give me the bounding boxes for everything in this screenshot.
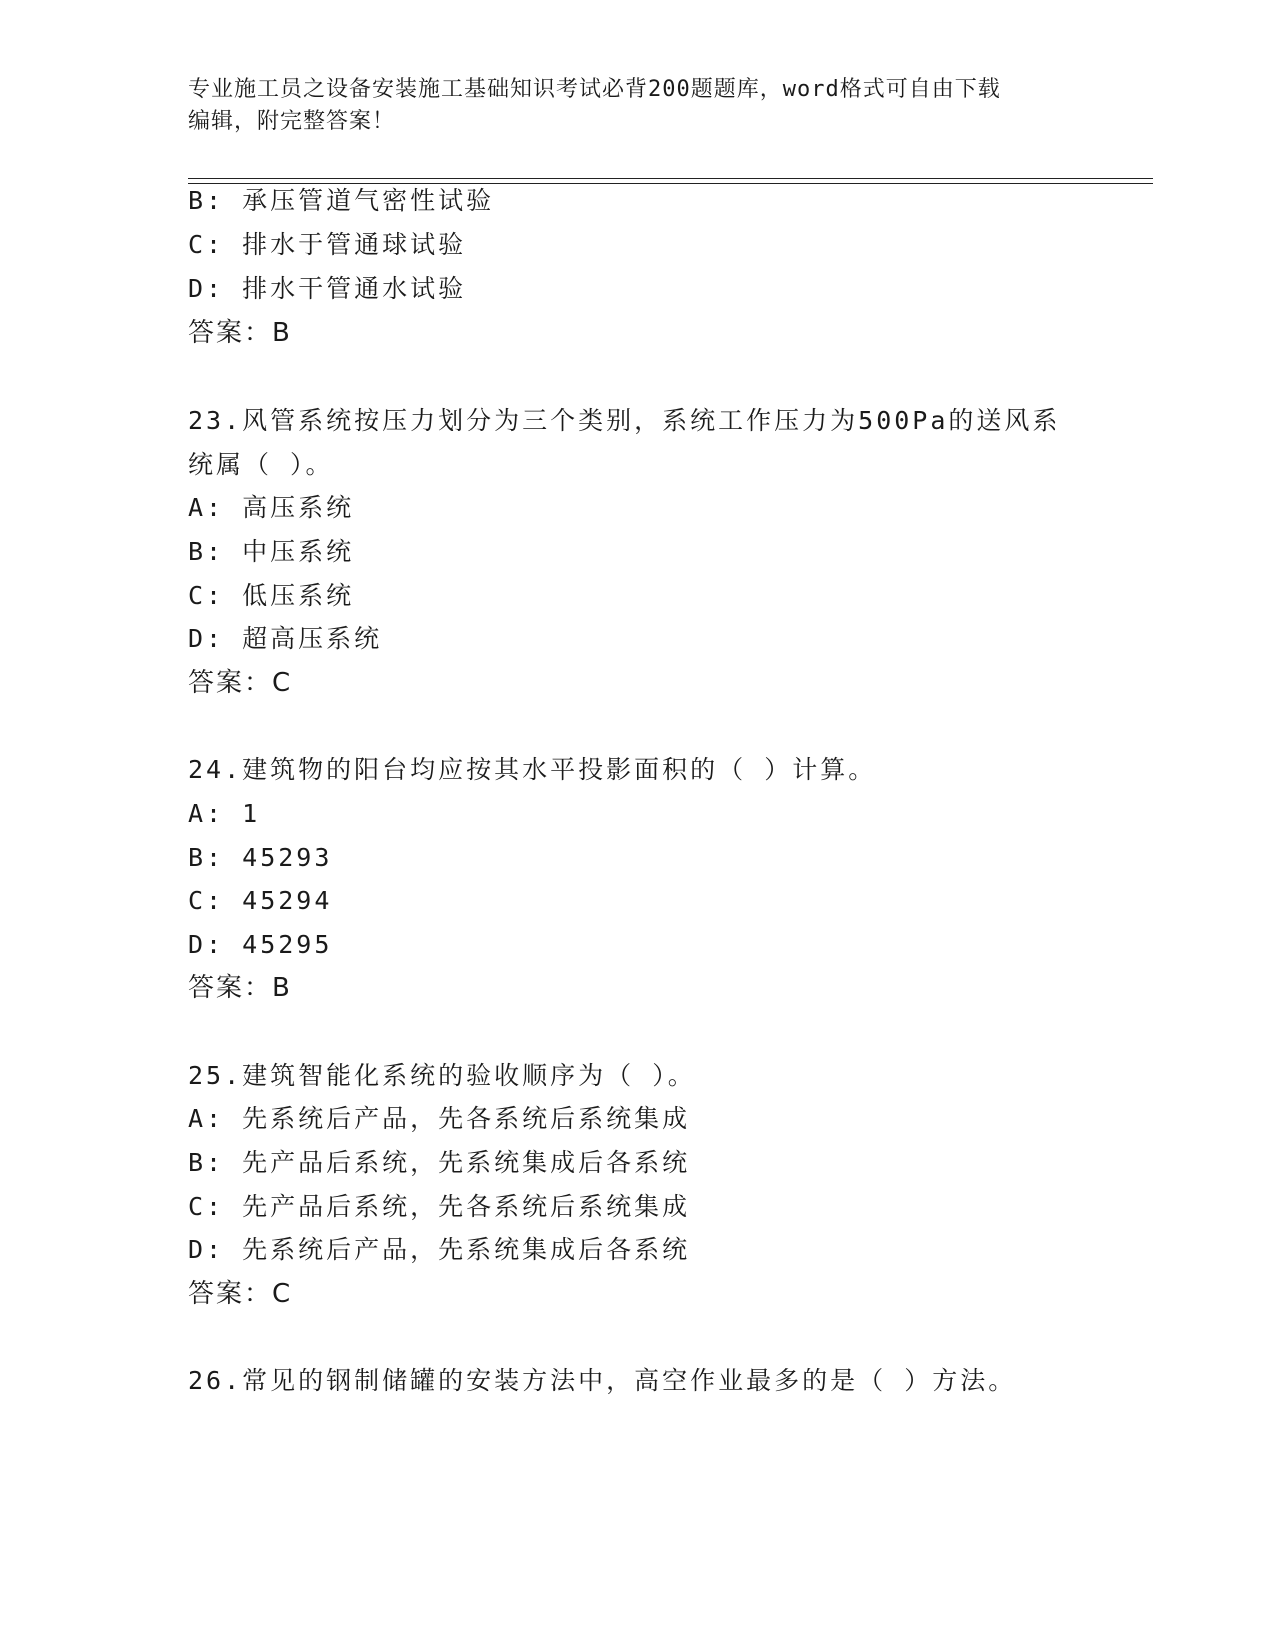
q22-option-b: B: 承压管道气密性试验	[188, 186, 495, 215]
q23-option-b: B: 中压系统	[188, 537, 355, 566]
q23-option-a: A: 高压系统	[188, 493, 355, 522]
q23-option-d: D: 超高压系统	[188, 624, 383, 653]
q25-stem: 25.建筑智能化系统的验收顺序为（ ）。	[188, 1061, 696, 1090]
q24-option-c: C: 45294	[188, 886, 333, 915]
q25-option-b: B: 先产品后系统，先系统集成后各系统	[188, 1148, 691, 1177]
q22-option-d: D: 排水干管通水试验	[188, 274, 467, 303]
q24-answer: 答案：B	[188, 973, 292, 1003]
q24-option-d: D: 45295	[188, 930, 333, 959]
q24-stem: 24.建筑物的阳台均应按其水平投影面积的（ ）计算。	[188, 755, 877, 784]
q22-answer: 答案：B	[188, 318, 292, 348]
q23-option-c: C: 低压系统	[188, 581, 355, 610]
q25-option-c: C: 先产品后系统，先各系统后系统集成	[188, 1192, 691, 1221]
q22-option-c: C: 排水于管通球试验	[188, 230, 467, 259]
header-title-line-1: 专业施工员之设备安装施工基础知识考试必背200题题库，word格式可自由下载	[188, 77, 1001, 102]
q23-stem-line-2: 统属（ ）。	[188, 450, 334, 479]
q23-answer: 答案：C	[188, 668, 293, 698]
header-title-line-2: 编辑，附完整答案！	[188, 109, 396, 134]
header-divider-top	[188, 178, 1153, 179]
q24-option-b: B: 45293	[188, 843, 333, 872]
q23-stem-line-1: 23.风管系统按压力划分为三个类别，系统工作压力为500Pa的送风系	[188, 406, 1061, 435]
q25-option-d: D: 先系统后产品，先系统集成后各系统	[188, 1235, 691, 1264]
q26-stem: 26.常见的钢制储罐的安装方法中，高空作业最多的是（ ）方法。	[188, 1366, 1017, 1395]
q25-option-a: A: 先系统后产品，先各系统后系统集成	[188, 1104, 691, 1133]
q24-option-a: A: 1	[188, 799, 261, 828]
document-header	[188, 74, 1088, 138]
q25-answer: 答案：C	[188, 1279, 293, 1309]
